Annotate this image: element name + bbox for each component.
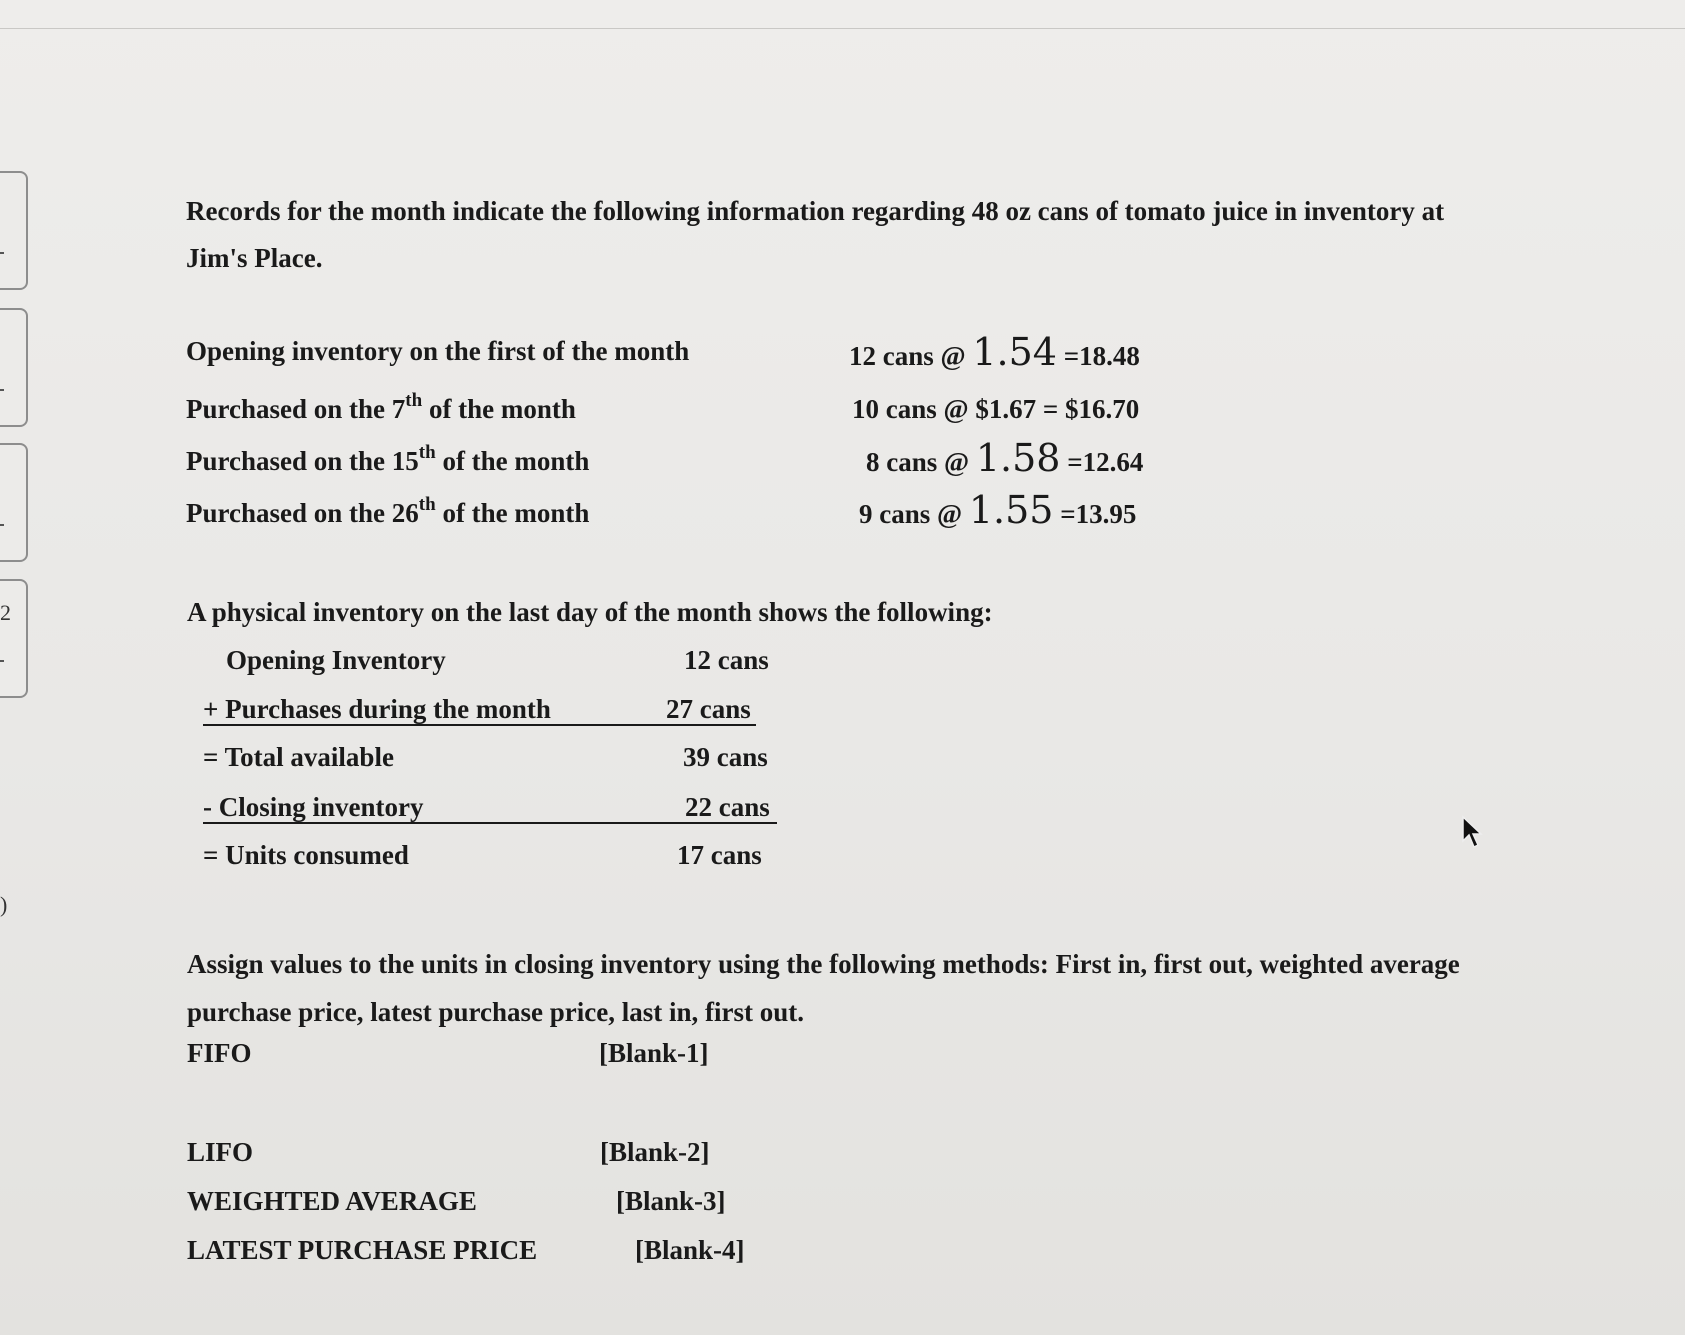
record-row-opening [186,330,1186,380]
calc-row-consumed [203,840,823,884]
physical-inventory-heading: A physical inventory on the last day of the month shows the following: [187,597,993,627]
calc-row-total [203,742,823,786]
blank-3-input[interactable]: [Blank-3] [616,1186,726,1216]
side-tab-4[interactable] [0,579,28,698]
record-label: Purchased on the 7th of the month [186,390,576,424]
record-total: =12.64 [1060,447,1144,477]
side-glyph-number: 2 [0,600,11,625]
calc-value: 12 cans [684,645,769,675]
side-tab-2[interactable] [0,308,28,427]
method-label: LATEST PURCHASE PRICE [187,1235,538,1265]
calc-label: = Units consumed [203,840,409,870]
calc-value: 22 cans [685,792,770,822]
calc-row-closing [203,792,777,824]
calc-label: Opening Inventory [226,645,446,675]
record-label: Purchased on the 15th of the month [186,442,590,476]
record-value: 10 cans @ $1.67 = $16.70 [852,394,1140,424]
method-label: FIFO [187,1038,252,1068]
answer-row-weighted-average [187,1186,887,1230]
blank-2-input[interactable]: [Blank-2] [600,1137,710,1167]
calc-label: + Purchases during the month [203,694,551,724]
record-row-15th [186,436,1186,486]
top-divider [0,28,1685,29]
record-qty: 9 cans @ [859,499,969,529]
record-total: =18.48 [1056,341,1140,371]
record-label: Purchased on the 26th of the month [186,494,590,528]
answer-row-latest-purchase-price [187,1235,887,1279]
calc-label: = Total available [203,742,394,772]
answer-row-fifo [187,1038,887,1082]
calc-row-opening [226,645,846,689]
calc-row-purchases [203,694,756,726]
record-value [859,488,1136,532]
blank-4-input[interactable]: [Blank-4] [635,1235,745,1265]
calc-value: 39 cans [683,742,768,772]
side-tab-1[interactable] [0,171,28,290]
calc-value: 17 cans [677,840,762,870]
side-glyph-paren: ) [0,892,8,917]
record-row-26th [186,488,1186,538]
record-price: 1.55 [968,488,1054,532]
mouse-pointer-icon [1460,815,1486,851]
blank-1-input[interactable]: [Blank-1] [599,1038,709,1068]
method-label: WEIGHTED AVERAGE [187,1186,477,1216]
record-value [849,330,1140,374]
calc-label: - Closing inventory [203,792,424,822]
record-value [866,436,1143,480]
side-tab-3[interactable] [0,443,28,562]
record-qty: 12 cans @ [849,341,973,371]
method-label: LIFO [187,1137,254,1167]
calc-value: 27 cans [666,694,751,724]
record-qty: 8 cans @ [866,447,976,477]
record-price: 1.58 [975,436,1061,480]
record-total: =13.95 [1053,499,1137,529]
answer-row-lifo [187,1137,887,1181]
record-label: Opening inventory on the first of the month [186,336,690,366]
record-row-7th [186,390,1186,434]
record-price: 1.54 [972,330,1057,374]
intro-paragraph: Records for the month indicate the following information regarding 48 oz cans of tomato juice in inventory at Jim's Place. [186,196,1445,273]
assign-instructions: Assign values to the units in closing inventory using the following methods: First in, first out, weighted average purchase price, latest purchase price, last in, first out. [187,949,1460,1027]
